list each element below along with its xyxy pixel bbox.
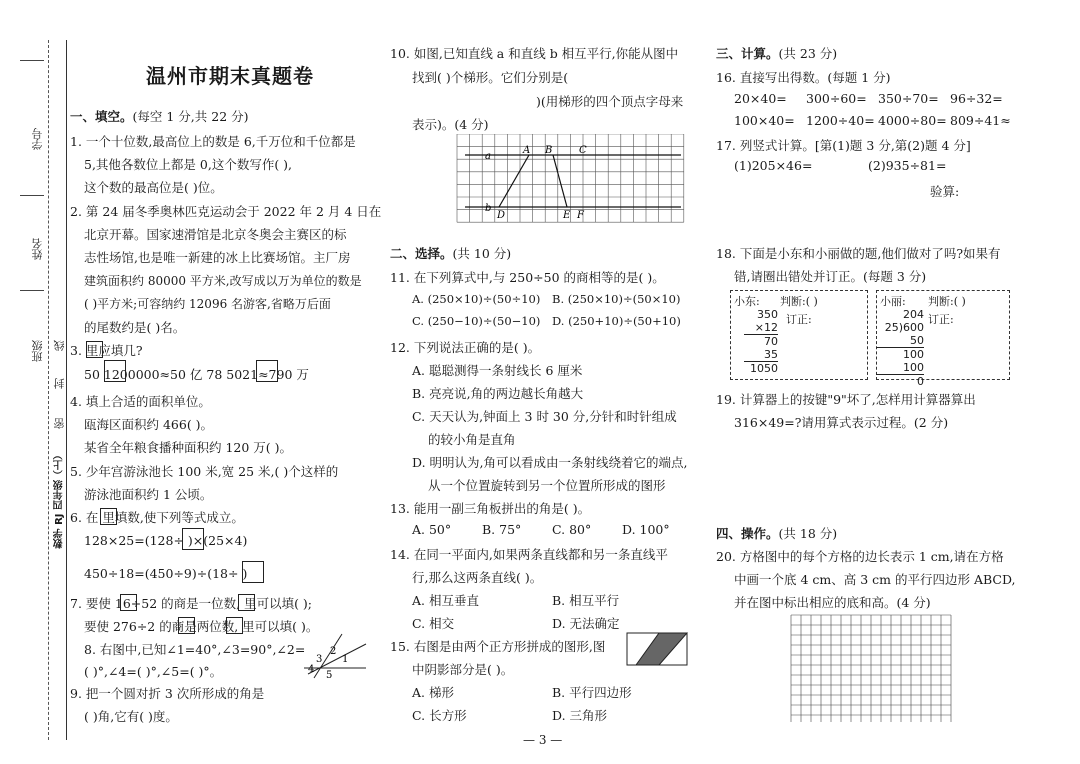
q11-stem: 11. 在下列算式中,与 250÷50 的商相等的是( )。 (390, 270, 665, 285)
q16-item-6: 1200÷40= (806, 113, 875, 128)
margin-line (66, 40, 67, 740)
label-D: D (497, 210, 506, 221)
xiaoli-name: 小丽: (880, 295, 906, 308)
label-student-id: 学号 (31, 128, 44, 150)
label-line: 线 (53, 340, 66, 351)
q7-line2: 要使 276÷2 的商是两位数, 里可以填( )。 (84, 619, 319, 634)
q4-line3: 某省全年粮食播种面积约 120 万( )。 (84, 440, 293, 455)
label-C: C (579, 145, 587, 156)
q16-item-4: 96÷32= (950, 91, 1003, 106)
angle-label-5: 5 (326, 670, 333, 680)
q2-line2: 北京开幕。国家速滑馆是北京冬奥会主赛区的标 (84, 227, 347, 242)
q4-line2: 瓯海区面积约 466( )。 (84, 417, 214, 432)
label-A: A (523, 145, 531, 156)
label-line-a: a (485, 151, 491, 162)
xiaoli-fix: 订正: (928, 313, 954, 326)
q1-line1: 1. 一个十位数,最高位上的数是 6,千万位和千位都是 (70, 134, 356, 149)
q3-answer-box-2[interactable] (256, 360, 278, 382)
q15-option-c[interactable]: C. 长方形 (412, 708, 467, 723)
q16-item-2: 300÷60= (806, 91, 867, 106)
q13-option-d[interactable]: D. 100° (622, 522, 670, 537)
q3-box[interactable] (86, 341, 103, 358)
label-subject: 数学 RJ 四年级（上） (54, 450, 65, 549)
angle-label-3: 3 (316, 654, 323, 665)
q12-option-d[interactable]: D. 明明认为,角可以看成由一条射线绕着它的端点, (412, 455, 688, 470)
q3-line1: 3. 里应填几? (70, 343, 143, 358)
q17-part-1: (1)205×46= (734, 158, 813, 173)
xiaodong-judge[interactable]: 判断:( ) (780, 295, 818, 308)
label-secret: 密 (53, 418, 66, 429)
q15-stem1: 15. 右图是由两个正方形拼成的图形,图 (390, 639, 606, 654)
q15-figure (626, 632, 688, 666)
angle-label-4: 4 (308, 664, 315, 675)
q5-line2: 游泳池面积约 1 公顷。 (84, 487, 213, 502)
q13-option-b[interactable]: B. 75° (482, 522, 522, 537)
q12-option-c-cont: 的较小角是直角 (428, 432, 516, 447)
q6-answer-box-1[interactable] (182, 528, 204, 550)
xiaodong-calc: 350 ×12 70 35 1050 (744, 308, 778, 375)
label-name: 姓名 (31, 238, 44, 260)
label-F: F (577, 210, 584, 221)
q15-stem2: 中阴影部分是( )。 (412, 662, 514, 677)
q9-line1: 9. 把一个圆对折 3 次所形成的角是 (70, 686, 265, 701)
q7-box-1[interactable] (120, 594, 137, 611)
page-number: — 3 — (523, 733, 563, 747)
cut-line (48, 40, 49, 740)
q14-option-a[interactable]: A. 相互垂直 (412, 593, 479, 608)
label-B: B (545, 145, 553, 156)
q18-stem2: 错,请圈出错处并订正。(每题 3 分) (734, 269, 927, 284)
q20-stem2: 中画一个底 4 cm、高 3 cm 的平行四边形 ABCD, (734, 572, 1016, 587)
q6-eq2: 450÷18=(450÷9)÷(18÷ ) (84, 566, 248, 581)
q7-line1: 7. 要使 16÷52 的商是一位数, 里可以填( ); (70, 596, 313, 611)
q7-box-3[interactable] (178, 617, 195, 634)
q6-answer-box-2[interactable] (242, 561, 264, 583)
q19-stem1: 19. 计算器上的按键"9"坏了,怎样用计算器算出 (716, 392, 976, 407)
q11-option-c[interactable]: C. (250−10)÷(50−10) (412, 314, 541, 328)
xiaoli-calc: 204 25)600 50 100 100 0 (876, 308, 924, 388)
q6-line1: 6. 在 里填数,使下列等式成立。 (70, 510, 244, 525)
binding-strip (0, 0, 70, 764)
q10-line4: 表示)。(4 分) (412, 117, 489, 132)
q20-stem1: 20. 方格图中的每个方格的边长表示 1 cm,请在方格 (716, 549, 1004, 564)
q17-part-2: (2)935÷81= (868, 158, 947, 173)
q14-stem1: 14. 在同一平面内,如果两条直线都和另一条直线平 (390, 547, 668, 562)
q3-line2: 50 1200000≈50 亿 78 5021≈790 万 (84, 367, 309, 382)
q15-option-d[interactable]: D. 三角形 (552, 708, 608, 723)
q8-line2: ( )°,∠4=( )°,∠5=( )°。 (84, 664, 223, 679)
q16-item-5: 100×40= (734, 113, 795, 128)
q13-option-c[interactable]: C. 80° (552, 522, 592, 537)
q7-box-4[interactable] (226, 617, 243, 634)
section2-header: 二、选择。(共 10 分) (390, 246, 512, 261)
q8-line1: 8. 右图中,已知∠1=40°,∠3=90°,∠2= (84, 642, 306, 657)
xiaoli-judge[interactable]: 判断:( ) (928, 295, 966, 308)
q2-line3: 志性场馆,也是唯一新建的冰上比赛场馆。主厂房 (84, 250, 351, 265)
q19-stem2: 316×49=?请用算式表示过程。(2 分) (734, 415, 949, 430)
q14-option-b[interactable]: B. 相互平行 (552, 593, 620, 608)
q9-line2: ( )角,它有( )度。 (84, 709, 178, 724)
q1-line3: 这个数的最高位是( )位。 (84, 180, 223, 195)
q12-option-a[interactable]: A. 聪聪测得一条射线长 6 厘米 (412, 363, 583, 378)
label-line-b: b (485, 203, 492, 214)
page-title: 温州市期末真题卷 (146, 64, 314, 88)
q11-option-d[interactable]: D. (250+10)÷(50+10) (552, 314, 681, 328)
q14-stem2: 行,那么这两条直线( )。 (412, 570, 543, 585)
q13-option-a[interactable]: A. 50° (412, 522, 452, 537)
q4-line1: 4. 填上合适的面积单位。 (70, 394, 211, 409)
section4-header: 四、操作。(共 18 分) (716, 526, 838, 541)
q20-drawing-grid[interactable] (790, 614, 952, 722)
q16-item-1: 20×40= (734, 91, 787, 106)
q10-grid-figure (455, 134, 685, 226)
label-class: 班级 (31, 340, 44, 362)
angle-label-2: 2 (330, 646, 337, 657)
q13-stem: 13. 能用一副三角板拼出的角是( )。 (390, 501, 591, 516)
q6-box[interactable] (100, 508, 117, 525)
q15-option-a[interactable]: A. 梯形 (412, 685, 454, 700)
q8-angle-figure (300, 630, 370, 680)
q16-item-7: 4000÷80= (878, 113, 947, 128)
q12-option-b[interactable]: B. 亮亮说,角的两边越长角越大 (412, 386, 584, 401)
q15-option-b[interactable]: B. 平行四边形 (552, 685, 632, 700)
label-E: E (563, 210, 571, 221)
q7-box-2[interactable] (238, 594, 255, 611)
q17-check: 验算: (930, 184, 960, 199)
q14-option-d[interactable]: D. 无法确定 (552, 616, 620, 631)
q10-line3: )(用梯形的四个顶点字母来 (536, 94, 684, 109)
q3-answer-box-1[interactable] (104, 360, 126, 382)
q20-stem3: 并在图中标出相应的底和高。(4 分) (734, 595, 931, 610)
q2-line6: 的尾数约是( )名。 (84, 320, 186, 335)
angle-label-1: 1 (342, 654, 349, 665)
q6-eq1: 128×25=(128÷ )×(25×4) (84, 533, 248, 548)
q17-stem: 17. 列竖式计算。[第(1)题 3 分,第(2)题 4 分] (716, 138, 971, 153)
xiaodong-fix: 订正: (786, 313, 812, 326)
q10-line2: 找到( )个梯形。它们分别是( (412, 70, 569, 85)
q16-item-8: 809÷41≈ (950, 113, 1011, 128)
q12-stem: 12. 下列说法正确的是( )。 (390, 340, 541, 355)
label-seal: 封 (53, 378, 66, 389)
q14-option-c[interactable]: C. 相交 (412, 616, 455, 631)
q10-line1: 10. 如图,已知直线 a 和直线 b 相互平行,你能从图中 (390, 46, 679, 61)
q12-option-d-cont: 从一个位置旋转到另一个位置所形成的图形 (428, 478, 666, 493)
q16-stem: 16. 直接写出得数。(每题 1 分) (716, 70, 891, 85)
q2-line1: 2. 第 24 届冬季奥林匹克运动会于 2022 年 2 月 4 日在 (70, 204, 382, 219)
q16-item-3: 350÷70= (878, 91, 939, 106)
q2-line5: ( )平方米;可容纳约 12096 名游客,省略万后面 (84, 297, 331, 311)
section1-header: 一、填空。(每空 1 分,共 22 分) (70, 109, 249, 124)
q2-line4: 建筑面积约 80000 平方米,改写成以万为单位的数是 (84, 274, 362, 288)
q1-line2: 5,其他各数位上都是 0,这个数写作( ), (84, 157, 293, 172)
section3-header: 三、计算。(共 23 分) (716, 46, 838, 61)
q5-line1: 5. 少年宫游泳池长 100 米,宽 25 米,( )个这样的 (70, 464, 339, 479)
q12-option-c[interactable]: C. 天天认为,钟面上 3 时 30 分,分针和时针组成 (412, 409, 677, 424)
xiaodong-name: 小东: (734, 295, 760, 308)
q18-stem1: 18. 下面是小东和小丽做的题,他们做对了吗?如果有 (716, 246, 1001, 261)
q11-option-b[interactable]: B. (250×10)÷(50×10) (552, 292, 681, 306)
q11-option-a[interactable]: A. (250×10)÷(50÷10) (412, 292, 541, 306)
